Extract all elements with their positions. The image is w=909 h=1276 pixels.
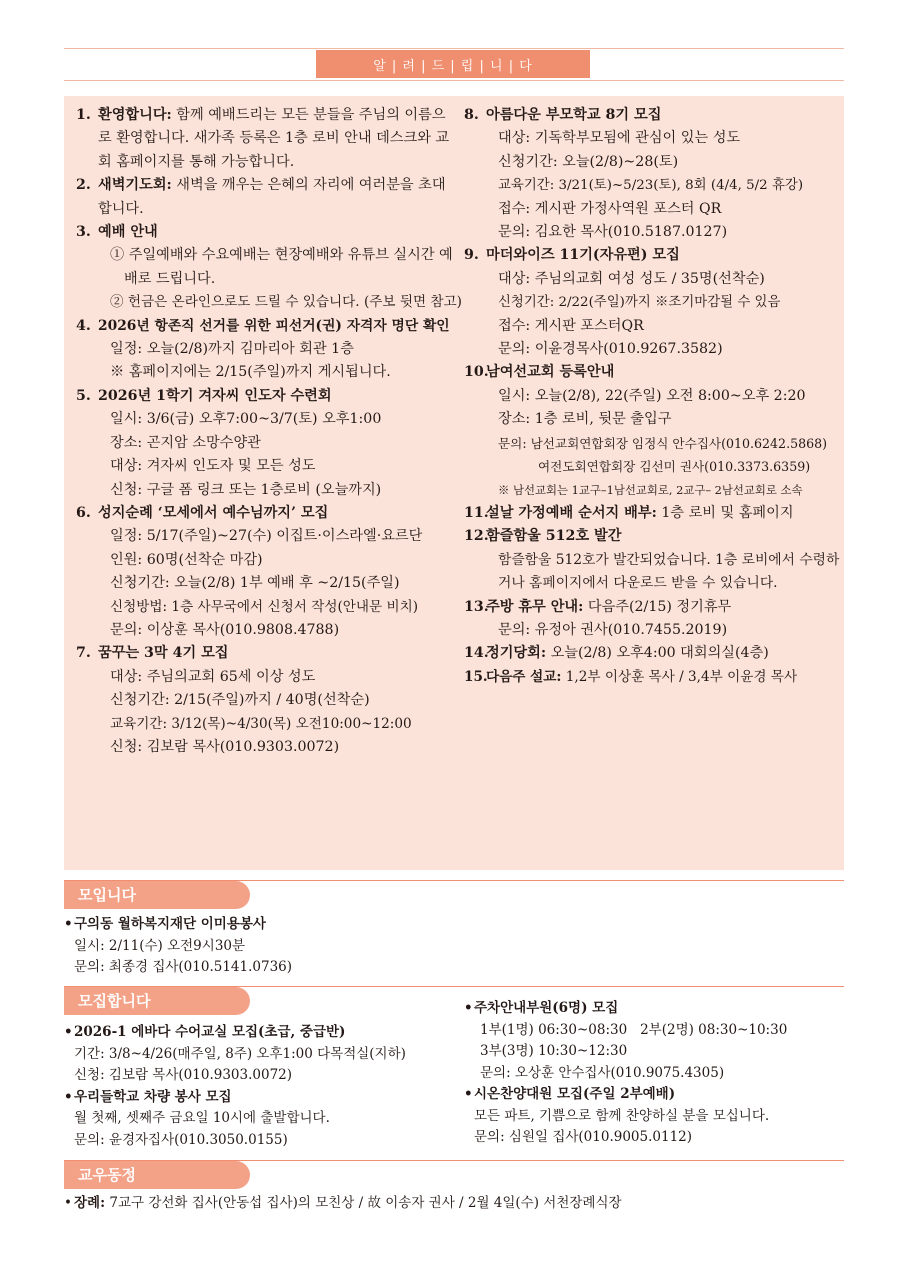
notice-item-5	[76, 385, 454, 502]
item-line: ※ 남선교회는 1교구–1남선교회로, 2교구– 2남선교회로 소속	[498, 482, 803, 497]
item-line: 문의: 이상훈 목사(010.9808.4788)	[110, 621, 340, 638]
item-number: 11.	[464, 504, 489, 521]
news-text: 7교구 강선화 집사(안동섭 집사)의 모친상 / 故 이송자 권사 / 2월 4일(수) 서천장례식장	[109, 1195, 622, 1211]
item-title: 아름다운 부모학교 8기 모집	[486, 107, 662, 123]
news-line	[64, 1193, 622, 1215]
recruit-line: 문의: 윤경자집사(010.3050.0155)	[74, 1131, 288, 1148]
recruit-right-block	[464, 998, 787, 1149]
item-title: 예배 안내	[98, 224, 158, 241]
item-line: 대상: 주님의교회 65세 이상 성도	[110, 668, 316, 685]
item-title: 주방 휴무 안내:	[486, 598, 584, 615]
item-number: 6.	[76, 504, 91, 521]
item-title: 2026년 1학기 겨자씨 인도자 수련회	[98, 387, 332, 404]
top-divider-2	[64, 80, 844, 81]
item-number: 7.	[76, 645, 91, 662]
gather-line: 일시: 2/11(수) 오전9시30분	[74, 937, 246, 954]
recruit-line: 신청: 김보람 목사(010.9303.0072)	[74, 1067, 293, 1083]
recruit-title: • 우리들학교 차량 봉사 모집	[64, 1087, 406, 1109]
news-label: 장례:	[74, 1195, 106, 1211]
item-line: ① 주일예배와 수요예배는 현장예배와 유튜브 실시간 예배로 드립니다.	[110, 247, 453, 287]
notice-item-11	[464, 502, 840, 525]
item-line: 여전도회연합회장 김선미 권사(010.3373.6359)	[538, 459, 811, 475]
notice-item-9	[464, 244, 840, 361]
top-divider	[64, 48, 844, 49]
notice-item-12	[464, 525, 840, 595]
recruit-line: 모든 파트, 기쁨으로 함께 찬양하실 분을 모십니다.	[474, 1107, 770, 1124]
item-title: 2026년 항존직 선거를 위한 피선거(권) 자격자 명단 확인	[98, 317, 450, 334]
recruit-line: 1부(1명) 06:30~08:30 2부(2명) 08:30~10:30	[480, 1021, 788, 1038]
item-line: 일시: 오늘(2/8), 22(주일) 오전 8:00~오후 2:20	[498, 387, 806, 404]
recruit-line: 문의: 심원일 집사(010.9005.0112)	[474, 1129, 693, 1145]
recruit-line: 3부(3명) 10:30~12:30	[480, 1043, 628, 1059]
item-number: 14.	[464, 645, 489, 662]
recruit-title: • 시온찬양대원 모집(주일 2부예배)	[464, 1084, 787, 1106]
item-title: 정기당회:	[486, 645, 547, 662]
item-line: 접수: 게시판 가정사역원 포스터 QR	[498, 200, 722, 217]
notice-item-14	[464, 642, 840, 665]
item-title: 설날 가정예배 순서지 배부:	[486, 504, 657, 521]
section-tab: 교우동정	[64, 1161, 250, 1189]
recruit-line: 기간: 3/8~4/26(매주일, 8주) 오후1:00 다목적실(지하)	[74, 1045, 406, 1062]
item-text: 함께 예배드리는 모든 분들을 주님의 이름으로 환영합니다. 새가족 등록은 1층 로비 안내 데스크와 교회 홈페이지를 통해 가능합니다.	[98, 107, 450, 170]
item-number: 13.	[464, 598, 489, 615]
notice-item-15	[464, 666, 840, 689]
item-number: 5.	[76, 387, 91, 404]
notice-column-left	[76, 104, 462, 759]
item-title: 새벽기도회:	[98, 177, 172, 194]
notice-item-1	[76, 104, 454, 174]
recruit-title: • 주차안내부원(6명) 모집	[464, 998, 787, 1020]
item-line: 신청: 구글 폼 링크 또는 1층로비 (오늘까지)	[110, 481, 382, 498]
gather-line: 문의: 최종경 집사(010.5141.0736)	[74, 959, 293, 975]
item-line: ※ 홈페이지에는 2/15(주일)까지 게시됩니다.	[110, 364, 391, 381]
item-title: 환영합니다:	[98, 107, 172, 123]
item-line: 인원: 60명(선착순 마감)	[110, 551, 263, 568]
item-line: 문의: 이윤경목사(010.9267.3582)	[498, 341, 723, 358]
item-line: 신청: 김보람 목사(010.9303.0072)	[110, 738, 340, 755]
recruit-line: 문의: 오상훈 안수집사(010.9075.4305)	[480, 1064, 725, 1081]
item-text: 오늘(2/8) 오후4:00 대회의실(4층)	[550, 645, 769, 662]
recruit-title: • 2026-1 에바다 수어교실 모집(초급, 중급반)	[64, 1022, 406, 1044]
news-block	[64, 1193, 622, 1215]
item-line: 신청기간: 2/15(주일)까지 / 40명(선착순)	[110, 692, 370, 709]
item-line: 함즐함울 512호가 발간되었습니다. 1층 로비에서 수령하거나 홈페이지에서 다운로드 받을 수 있습니다.	[498, 551, 840, 592]
item-number: 15.	[464, 668, 488, 685]
item-line: 장소: 곤지암 소망수양관	[110, 434, 261, 451]
gather-title: • 구의동 월하복지재단 이미용봉사	[64, 914, 292, 936]
notice-item-6	[76, 502, 454, 642]
gather-block	[64, 914, 292, 979]
item-line: 문의: 남선교회연합회장 임정식 안수집사(010.6242.5868)	[498, 435, 828, 451]
section-tab: 모집합니다	[64, 987, 250, 1015]
item-line: 신청기간: 오늘(2/8) 1부 예배 후 ~2/15(주일)	[110, 575, 400, 592]
notice-item-8	[464, 104, 840, 244]
item-title: 남여선교회 등록안내	[486, 364, 615, 381]
item-line: 장소: 1층 로비, 뒷문 출입구	[498, 411, 672, 428]
item-number: 3.	[76, 224, 91, 241]
item-line: 대상: 겨자씨 인도자 및 모든 성도	[110, 458, 316, 475]
item-line: 일정: 오늘(2/8)까지 김마리아 회관 1층	[110, 341, 354, 358]
item-line: 일시: 3/6(금) 오후7:00~3/7(토) 오후1:00	[110, 411, 382, 428]
item-line: 문의: 김요한 목사(010.5187.0127)	[498, 224, 728, 241]
item-text: 1층 로비 및 홈페이지	[661, 504, 794, 521]
item-line: 대상: 주님의교회 여성 성도 / 35명(선착순)	[498, 270, 765, 287]
item-number: 4.	[76, 317, 91, 334]
notice-item-2	[76, 174, 454, 221]
item-number: 10.	[464, 364, 489, 381]
item-line: 대상: 기독학부모됨에 관심이 있는 성도	[498, 130, 741, 147]
notice-banner: 알 | 려 | 드 | 립 | 니 | 다	[316, 50, 590, 78]
item-number: 12.	[464, 528, 489, 545]
item-title: 다음주 설교:	[486, 668, 562, 685]
item-text: 새벽을 깨우는 은혜의 자리에 여러분을 초대합니다.	[98, 177, 446, 217]
item-number: 2.	[76, 177, 91, 194]
section-tab: 모입니다	[64, 881, 250, 909]
notice-item-10	[464, 361, 840, 501]
item-number: 8.	[464, 107, 479, 123]
item-line: 신청방법: 1층 사무국에서 신청서 작성(안내문 비치)	[110, 598, 419, 615]
notice-item-13	[464, 596, 840, 643]
item-title: 함즐함울 512호 발간	[486, 528, 622, 545]
notice-column-right	[464, 104, 840, 689]
recruit-left-block	[64, 1022, 406, 1151]
item-title: 꿈꾸는 3막 4기 모집	[98, 645, 229, 662]
item-title: 성지순례 ‘모세에서 예수님까지’ 모집	[98, 504, 329, 521]
item-number: 1.	[76, 107, 91, 123]
notice-item-7	[76, 642, 454, 759]
item-text: 1,2부 이상훈 목사 / 3,4부 이윤경 목사	[565, 668, 798, 685]
recruit-line: 월 첫째, 셋째주 금요일 10시에 출발합니다.	[74, 1110, 330, 1126]
item-text: 다음주(2/15) 정기휴무	[587, 598, 732, 615]
item-line: 교육기간: 3/12(목)~4/30(목) 오전10:00~12:00	[110, 715, 412, 732]
item-line: 접수: 게시판 포스터QR	[498, 317, 644, 334]
item-title: 마더와이즈 11기(자유편) 모집	[486, 247, 680, 264]
item-line: 일정: 5/17(주일)~27(수) 이집트·이스라엘·요르단	[110, 528, 423, 545]
item-line: 신청기간: 오늘(2/8)~28(토)	[498, 153, 679, 170]
notice-item-4	[76, 315, 454, 385]
item-line: 문의: 유정아 권사(010.7455.2019)	[498, 621, 728, 638]
notice-item-3	[76, 221, 462, 315]
item-line: ② 헌금은 온라인으로도 드릴 수 있습니다. (주보 뒷면 참고)	[110, 294, 462, 311]
item-number: 9.	[464, 247, 479, 264]
item-line: 신청기간: 2/22(주일)까지 ※조기마감될 수 있음	[498, 295, 781, 311]
item-line: 교육기간: 3/21(토)~5/23(토), 8회 (4/4, 5/2 휴강)	[498, 178, 804, 194]
